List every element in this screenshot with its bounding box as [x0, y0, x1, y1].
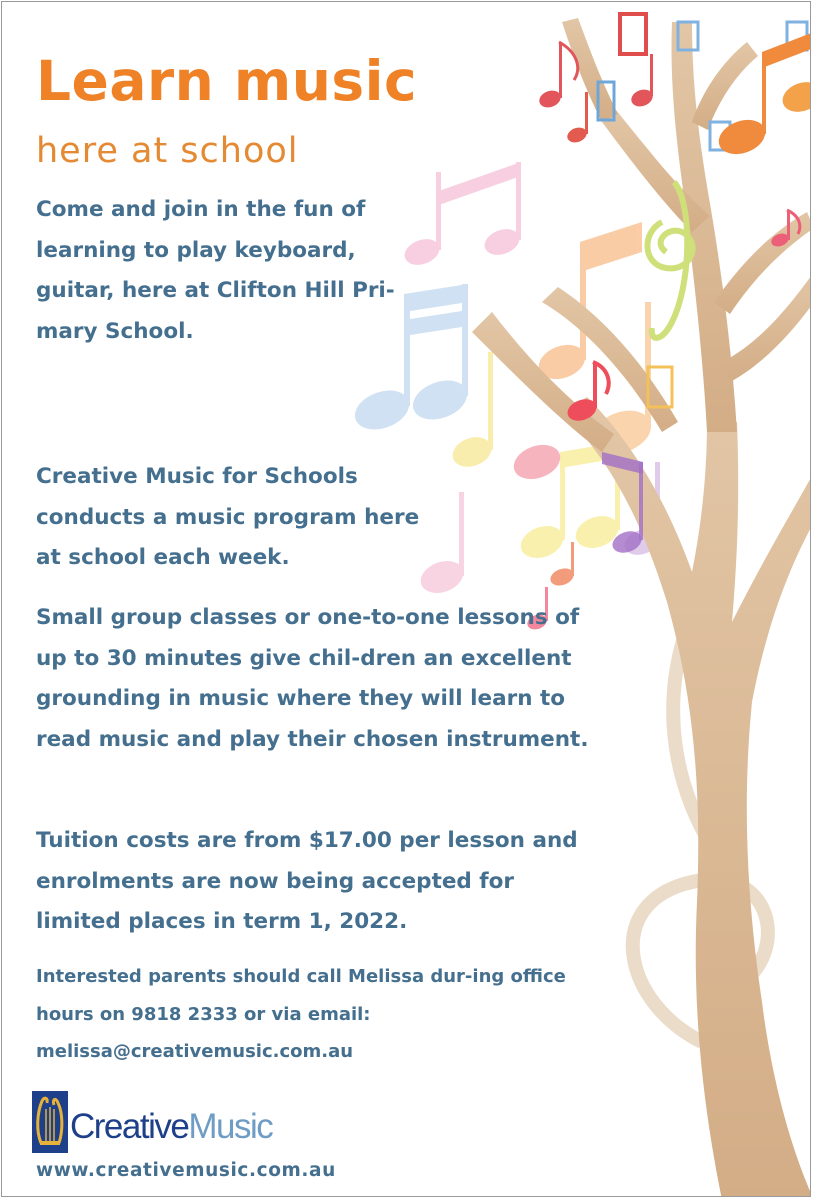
page-subtitle: here at school: [36, 131, 299, 171]
brand-name-part2: Music: [188, 1107, 273, 1146]
costs-paragraph: Tuition costs are from $17.00 per lesson and enrolments are now being accepted for limited places in term 1, 2022.: [36, 828, 578, 934]
classes-paragraph: Small group classes or one-to-one lessons of up to 30 minutes give chil-dren an excellent grounding in music where they will learn to read music and play their chosen instrument.: [36, 605, 589, 752]
program-paragraph: Creative Music for Schools conducts a music program here at school each week.: [36, 464, 420, 570]
contact-paragraph: Interested parents should call Melissa dur-ing office hours on 9818 2333 or via email: melissa@creativemusic.com.au: [36, 966, 566, 1062]
brand-name-part1: Creative: [70, 1107, 189, 1146]
intro-paragraph: Come and join in the fun of learning to play keyboard, guitar, here at Clifton Hill Pri-mary School.: [36, 197, 395, 344]
brand-logo: [32, 1091, 302, 1155]
website-link[interactable]: www.creativemusic.com.au: [36, 1160, 336, 1181]
flyer: [1, 1, 811, 1197]
lyre-logo-icon: [32, 1091, 68, 1153]
page-title: Learn music: [36, 49, 418, 113]
brand-name: [70, 1105, 272, 1149]
